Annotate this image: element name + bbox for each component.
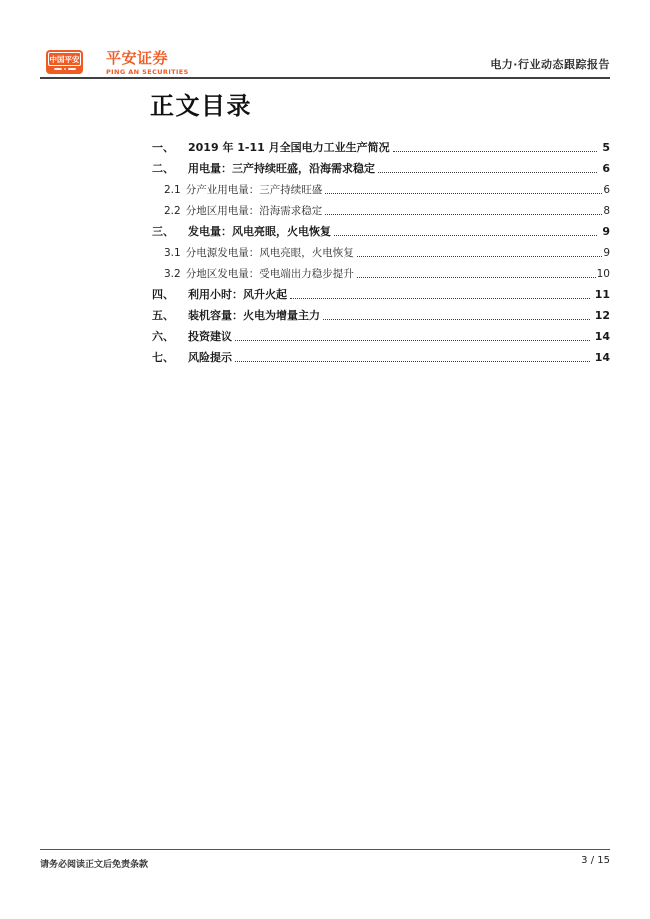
toc-entry[interactable]: [152, 176, 610, 197]
toc-entry-number: 3.1: [164, 247, 181, 259]
toc-entry-number: 二、: [152, 162, 174, 175]
toc-leader-dots: [325, 193, 602, 194]
footer-divider: [40, 849, 610, 850]
toc-entry-label: 用电量：三产持续旺盛，沿海需求稳定: [188, 162, 375, 175]
toc-entry-number: 3.2: [164, 268, 181, 280]
toc-list: [152, 134, 610, 365]
toc-entry-page: 11: [594, 288, 610, 301]
toc-entry[interactable]: [152, 239, 610, 260]
toc-entry[interactable]: [152, 302, 610, 323]
toc-entry-page: 5: [602, 141, 610, 154]
toc-entry-label: 发电量：风电亮眼，火电恢复: [188, 225, 331, 238]
toc-leader-dots: [378, 172, 597, 173]
toc-entry[interactable]: [152, 155, 610, 176]
toc-entry[interactable]: [152, 260, 610, 281]
toc-entry-number: 四、: [152, 288, 174, 301]
toc-leader-dots: [357, 277, 596, 278]
pingan-logo-badge-text: 中国平安: [48, 52, 81, 66]
toc-entry-page: 9: [602, 225, 610, 238]
toc-entry-number: 三、: [152, 225, 174, 238]
toc-leader-dots: [393, 151, 598, 152]
footer-disclaimer: 请务必阅读正文后免责条款: [40, 860, 149, 870]
toc-entry-page: 8: [603, 205, 610, 217]
toc-entry-number: 2.1: [164, 184, 181, 196]
toc-entry-page: 14: [594, 351, 610, 364]
toc-entry-label: 分地区发电量：受电端出力稳步提升: [185, 268, 354, 280]
toc-entry[interactable]: [152, 344, 610, 365]
toc-leader-dots: [235, 340, 590, 341]
toc-entry-label: 利用小时：风升火起: [188, 288, 287, 301]
toc-entry-label: 2019 年 1-11 月全国电力工业生产简况: [188, 141, 390, 154]
toc-entry[interactable]: [152, 323, 610, 344]
header-divider: [40, 77, 610, 79]
toc-leader-dots: [235, 361, 590, 362]
toc-title: 正文目录: [150, 92, 252, 120]
toc-entry-page: 6: [602, 162, 610, 175]
toc-entry-label: 分产业用电量：三产持续旺盛: [185, 184, 323, 196]
report-type-label: 电力·行业动态跟踪报告: [490, 58, 610, 71]
toc-entry-number: 六、: [152, 330, 174, 343]
toc-leader-dots: [334, 235, 597, 236]
toc-entry-label: 风险提示: [188, 351, 232, 364]
toc-leader-dots: [290, 298, 590, 299]
toc-entry-number: 七、: [152, 351, 174, 364]
toc-entry[interactable]: [152, 197, 610, 218]
toc-entry-page: 14: [594, 330, 610, 343]
toc-entry-number: 五、: [152, 309, 174, 322]
brand-name-en: PING AN SECURITIES: [106, 68, 189, 76]
toc-entry-page: 6: [603, 184, 610, 196]
pingan-logo-badge: [46, 50, 83, 74]
toc-entry-label: 分电源发电量：风电亮眼，火电恢复: [185, 247, 354, 259]
toc-entry-page: 9: [603, 247, 610, 259]
page-number-indicator: 3 / 15: [581, 855, 610, 866]
toc-entry[interactable]: [152, 281, 610, 302]
brand-name-cn: 平安证券: [106, 49, 169, 67]
toc-leader-dots: [357, 256, 603, 257]
toc-entry-label: 装机容量：火电为增量主力: [188, 309, 320, 322]
toc-entry[interactable]: [152, 218, 610, 239]
toc-entry-label: 分地区用电量：沿海需求稳定: [185, 205, 323, 217]
toc-entry-number: 一、: [152, 141, 174, 154]
toc-entry-label: 投资建议: [188, 330, 232, 343]
toc-entry-page: 10: [596, 268, 610, 280]
pingan-logo-tagline: [54, 68, 76, 70]
toc-leader-dots: [325, 214, 602, 215]
toc-entry-page: 12: [594, 309, 610, 322]
toc-entry-number: 2.2: [164, 205, 181, 217]
toc-entry[interactable]: [152, 134, 610, 155]
pingan-brand: [106, 50, 189, 76]
toc-leader-dots: [323, 319, 590, 320]
